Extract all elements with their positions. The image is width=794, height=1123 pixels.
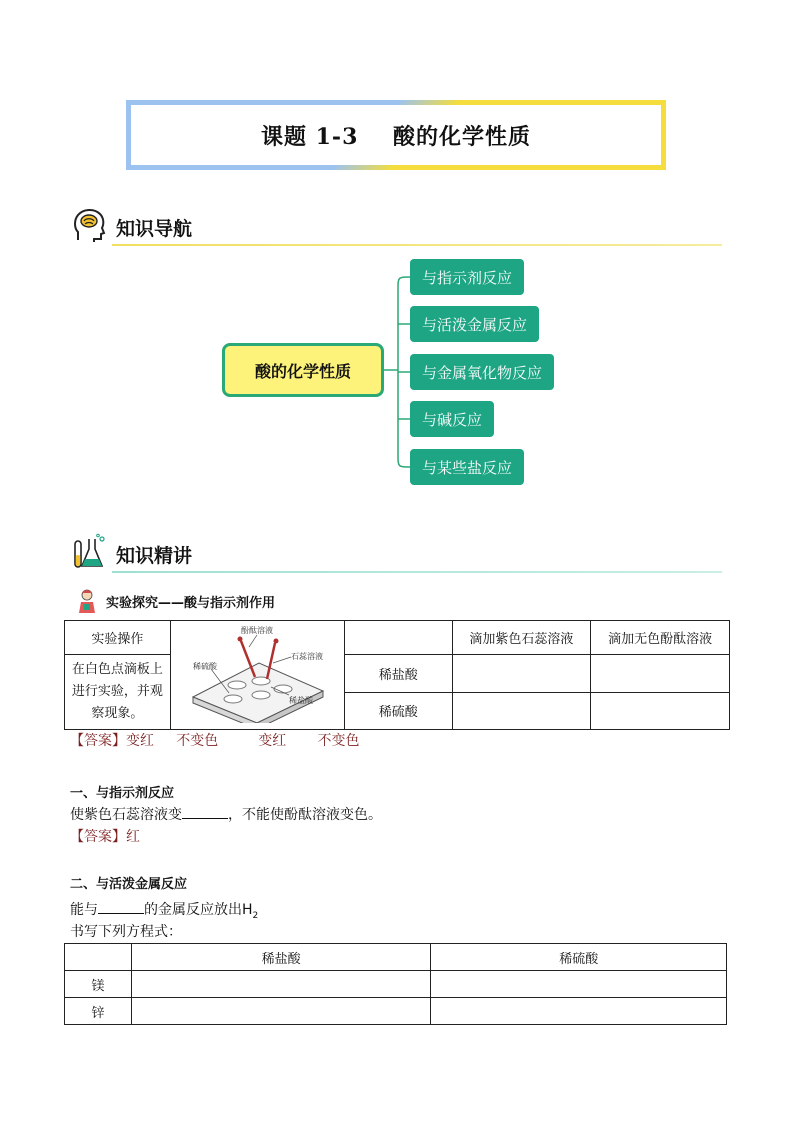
operation-description: 在白色点滴板上进行实验，并观察现象。 bbox=[65, 655, 171, 730]
section-title-explanation: 知识精讲 bbox=[116, 545, 193, 567]
experiment-heading bbox=[76, 587, 275, 615]
lab-flask-icon bbox=[72, 533, 108, 571]
mind-map-branch-metal-oxide: 与金属氧化物反应 bbox=[410, 354, 554, 390]
experiment-image-cell bbox=[170, 621, 344, 730]
part1-heading: 一、与指示剂反应 bbox=[70, 786, 175, 801]
equation-cell bbox=[431, 971, 727, 998]
head-brain-icon bbox=[72, 206, 108, 244]
image-label-phenolphthalein: 酚酞溶液 bbox=[241, 626, 274, 635]
mind-map-branch-salt: 与某些盐反应 bbox=[410, 449, 524, 485]
experiment-title: 实验探究——酸与指示剂作用 bbox=[106, 595, 276, 611]
part1-text bbox=[70, 804, 382, 824]
row-label-magnesium: 镁 bbox=[65, 971, 132, 998]
mind-map bbox=[220, 258, 580, 490]
equation-cell bbox=[131, 971, 431, 998]
section-divider bbox=[112, 244, 722, 246]
section-divider bbox=[112, 571, 722, 573]
image-label-litmus: 石蕊溶液 bbox=[291, 652, 324, 661]
title-banner-inner bbox=[131, 105, 661, 165]
section-knowledge-explanation bbox=[72, 533, 722, 573]
table-header-cell bbox=[344, 621, 452, 655]
equation-cell bbox=[131, 998, 431, 1025]
part2-subscript: 2 bbox=[252, 910, 259, 921]
image-label-sulfuric-acid: 稀硫酸 bbox=[193, 662, 218, 671]
table-header-cell: 稀盐酸 bbox=[131, 944, 431, 971]
table-header-cell bbox=[65, 944, 132, 971]
part2-heading: 二、与活泼金属反应 bbox=[70, 877, 188, 892]
part2-instruction: 书写下列方程式： bbox=[70, 924, 182, 940]
answer-cell bbox=[591, 692, 730, 730]
part1-answer: 【答案】红 bbox=[70, 829, 140, 845]
mind-map-branch-indicator: 与指示剂反应 bbox=[410, 259, 524, 295]
part2-text-after: 的金属反应放出H bbox=[144, 902, 253, 918]
spot-plate-illustration bbox=[171, 623, 343, 723]
row-label-zinc: 锌 bbox=[65, 998, 132, 1025]
image-label-hydrochloric-acid: 稀盐酸 bbox=[289, 696, 314, 705]
mind-map-branch-active-metal: 与活泼金属反应 bbox=[410, 306, 539, 342]
table-header-cell: 稀硫酸 bbox=[431, 944, 727, 971]
fill-blank bbox=[98, 900, 144, 914]
answer-cell bbox=[591, 655, 730, 693]
part2-text bbox=[70, 899, 258, 921]
table-header-cell: 滴加紫色石蕊溶液 bbox=[452, 621, 591, 655]
part1-text-after: ，不能使酚酞溶液变色。 bbox=[228, 807, 382, 823]
table-header-cell: 滴加无色酚酞溶液 bbox=[591, 621, 730, 655]
equation-cell bbox=[431, 998, 727, 1025]
part1-text-before: 使紫色石蕊溶液变 bbox=[70, 807, 182, 823]
experiment-answer: 【答案】变红 不变色 变红 不变色 bbox=[70, 733, 360, 749]
mind-map-center-node: 酸的化学性质 bbox=[222, 343, 384, 397]
table-header-cell: 实验操作 bbox=[65, 621, 171, 655]
answer-cell bbox=[452, 692, 591, 730]
part2-text-before: 能与 bbox=[70, 902, 98, 918]
section-knowledge-navigation bbox=[72, 206, 722, 246]
scientist-icon bbox=[76, 588, 98, 614]
section-title-navigation: 知识导航 bbox=[116, 218, 193, 240]
title-banner bbox=[126, 100, 666, 170]
mind-map-branch-base: 与碱反应 bbox=[410, 401, 494, 437]
experiment-table bbox=[64, 620, 730, 730]
row-label-hydrochloric: 稀盐酸 bbox=[344, 655, 452, 693]
page-title: 课题 1-3 酸的化学性质 bbox=[260, 123, 532, 150]
fill-blank bbox=[182, 805, 228, 819]
equation-table bbox=[64, 943, 727, 1025]
row-label-sulfuric: 稀硫酸 bbox=[344, 692, 452, 730]
answer-cell bbox=[452, 655, 591, 693]
